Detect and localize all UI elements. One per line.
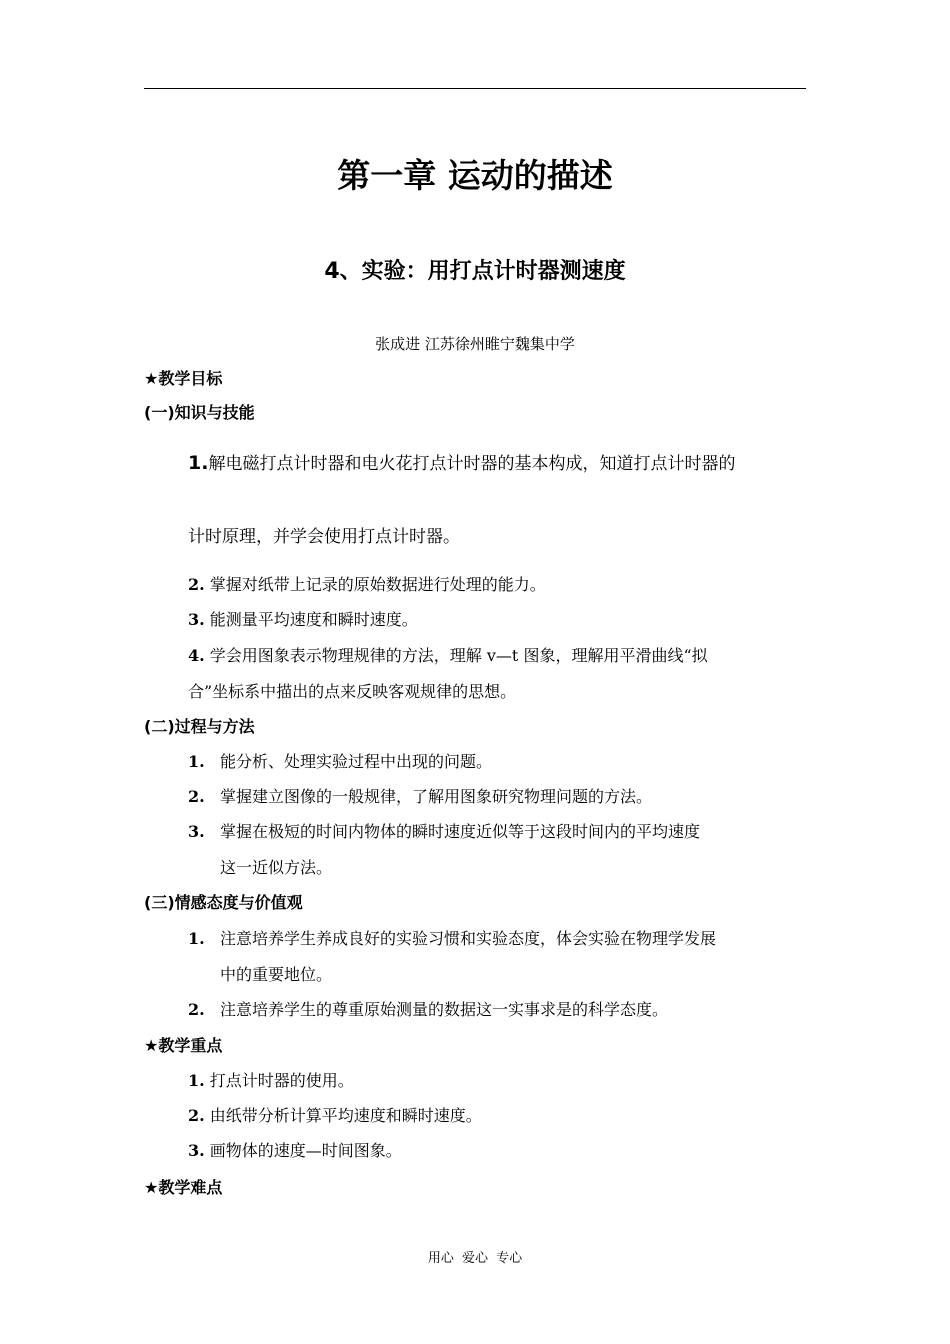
item-text: 能测量平均速度和瞬时速度。 xyxy=(209,610,418,629)
item-number: 1. xyxy=(188,1071,205,1090)
header-rule xyxy=(144,88,806,89)
knowledge-item-4-continued: 合”坐标系中描出的点来反映客观规律的思想。 xyxy=(188,682,517,701)
knowledge-item-1-continued: 计时原理，并学会使用打点计时器。 xyxy=(188,527,460,547)
key-point-1 xyxy=(188,1068,354,1094)
item-text: 注意培养学生的尊重原始测量的数据这一实事求是的科学态度。 xyxy=(220,1000,669,1019)
item-text: 打点计时器的使用。 xyxy=(209,1071,354,1090)
item-text: 注意培养学生养成良好的实验习惯和实验态度，体会实验在物理学发展 xyxy=(220,929,717,948)
key-point-3 xyxy=(188,1138,402,1164)
item-number: 2. xyxy=(188,787,205,806)
item-number: 1. xyxy=(188,752,205,771)
item-number: 2. xyxy=(188,1000,205,1019)
knowledge-item-4 xyxy=(188,643,708,669)
knowledge-item-3 xyxy=(188,607,418,633)
key-point-2 xyxy=(188,1103,482,1129)
item-number: 1. xyxy=(188,929,205,948)
item-text: 掌握建立图像的一般规律，了解用图象研究物理问题的方法。 xyxy=(220,787,653,806)
emotion-item-1-continued: 中的重要地位。 xyxy=(220,965,333,984)
item-text: 能分析、处理实验过程中出现的问题。 xyxy=(220,752,493,771)
item-number: 3. xyxy=(188,822,205,841)
goals-heading: ★教学目标 xyxy=(144,369,223,388)
emotion-item-1 xyxy=(188,926,716,952)
process-item-3 xyxy=(188,819,700,845)
emotion-item-2 xyxy=(188,997,668,1023)
item-number: 1. xyxy=(188,452,209,474)
page-footer: 用心 爱心 专心 xyxy=(427,1251,523,1266)
section-title: 4、实验：用打点计时器测速度 xyxy=(324,259,626,284)
item-text: 解电磁打点计时器和电火花打点计时器的基本构成，知道打点计时器的 xyxy=(208,454,736,474)
item-number: 3. xyxy=(188,1141,205,1160)
item-number: 2. xyxy=(188,575,205,594)
knowledge-item-2 xyxy=(188,572,546,598)
item-number: 2. xyxy=(188,1106,205,1125)
item-text: 掌握对纸带上记录的原始数据进行处理的能力。 xyxy=(209,575,546,594)
process-item-1 xyxy=(188,749,492,775)
item-text: 学会用图象表示物理规律的方法，理解 v—t 图象，理解用平滑曲线“拟 xyxy=(209,646,708,665)
knowledge-heading: (一)知识与技能 xyxy=(144,403,255,422)
process-item-2 xyxy=(188,784,652,810)
chapter-title: 第一章 运动的描述 xyxy=(337,156,613,195)
author-line: 张成进 江苏徐州睢宁魏集中学 xyxy=(375,335,575,353)
item-text: 掌握在极短的时间内物体的瞬时速度近似等于这段时间内的平均速度 xyxy=(220,822,701,841)
process-heading: (二)过程与方法 xyxy=(144,717,255,736)
emotion-heading: (三)情感态度与价值观 xyxy=(144,893,303,912)
item-text: 由纸带分析计算平均速度和瞬时速度。 xyxy=(209,1106,482,1125)
knowledge-item-1 xyxy=(188,449,735,478)
key-points-heading: ★教学重点 xyxy=(144,1036,223,1055)
process-item-3-continued: 这一近似方法。 xyxy=(220,858,333,877)
item-number: 3. xyxy=(188,610,205,629)
difficulties-heading: ★教学难点 xyxy=(144,1178,223,1197)
item-number: 4. xyxy=(188,646,205,665)
item-text: 画物体的速度—时间图象。 xyxy=(209,1141,402,1160)
